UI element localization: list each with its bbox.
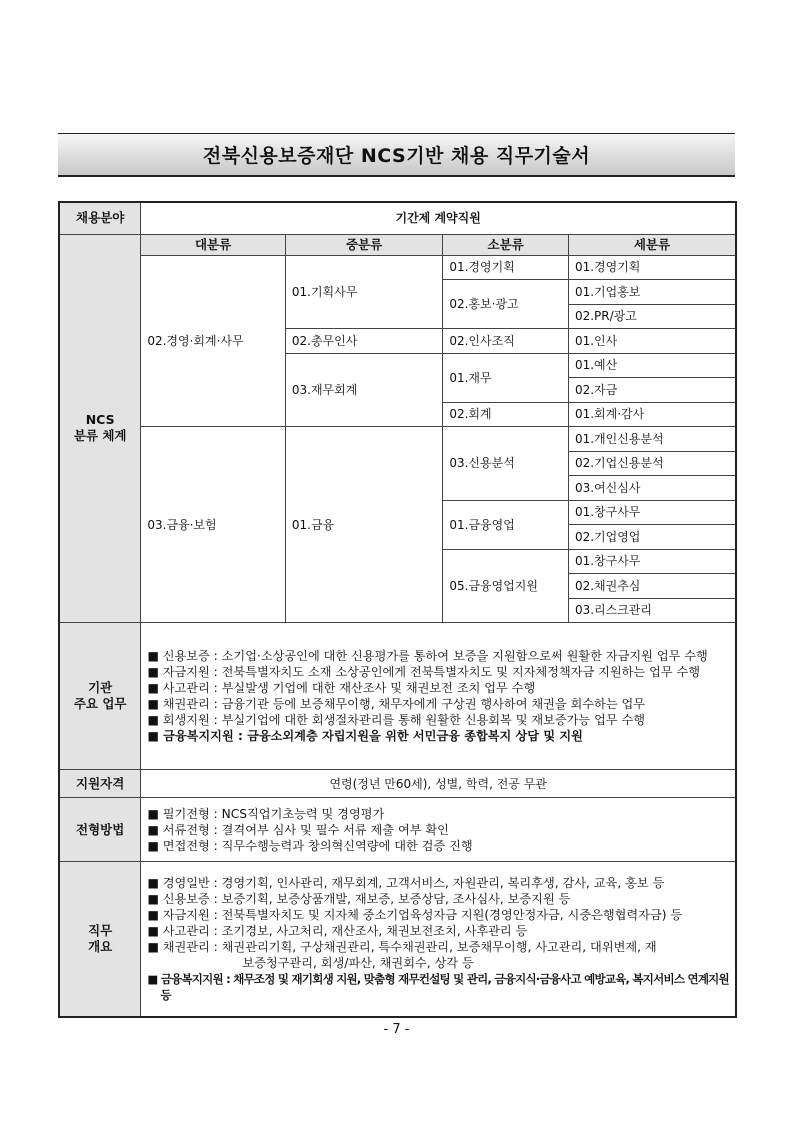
ncs-middle-cell: 01.기획사무 [285, 255, 442, 329]
duty-item: ■ 신용보증 : 소기업·소상공인에 대한 신용평가를 통하여 보증을 지원함으로써 원활한 자금지원 업무 수행 [147, 649, 708, 663]
ncs-minor-cell: 02.인사조직 [443, 329, 569, 354]
overview-label: 직무 개요 [59, 862, 141, 1017]
qualification-value: 연령(정년 만60세), 성별, 학력, 전공 무관 [141, 770, 736, 798]
ncs-detail-cell: 01.인사 [568, 329, 736, 354]
selection-item: ■ 면접전형 : 직무수행능력과 창의혁신역량에 대한 검증 진행 [147, 838, 473, 853]
ncs-minor-cell: 01.경영기획 [443, 255, 569, 280]
duty-item: ■ 자금지원 : 전북특별자치도 소재 소상공인에게 전북특별자치도 및 지자체정책자금 지원하는 업무 수행 [147, 665, 701, 679]
ncs-middle-cell: 01.금융 [285, 427, 442, 623]
ncs-detail-cell: 01.경영기획 [568, 255, 736, 280]
job-description-table [58, 201, 737, 1018]
ncs-minor-cell: 01.재무 [443, 353, 569, 402]
ncs-detail-cell: 01.창구사무 [568, 500, 736, 525]
duty-item: ■ 금융복지지원 : 금융소외계층 자립지원을 위한 서민금융 종합복지 상담 및 지원 [147, 729, 583, 743]
overview-item: ■ 채권관리 : 채권관리기획, 구상채권관리, 특수채권관리, 보증채무이행, 사고관리, 대위변제, 재 [147, 939, 657, 954]
ncs-minor-cell: 03.신용분석 [443, 427, 569, 501]
ncs-minor-cell: 02.회계 [443, 402, 569, 427]
ncs-detail-cell: 01.창구사무 [568, 549, 736, 574]
ncs-minor-cell: 02.홍보·광고 [443, 280, 569, 329]
overview-list [141, 862, 736, 1017]
ncs-header-minor: 소분류 [443, 234, 569, 255]
overview-item: ■ 신용보증 : 보증기획, 보증상품개발, 재보증, 보증상담, 조사심사, 보증지원 등 [147, 891, 571, 906]
overview-item: ■ 사고관리 : 조기경보, 사고처리, 재산조사, 채권보전조치, 사후관리 등 [147, 923, 528, 938]
ncs-major-cell: 03.금융·보험 [141, 427, 286, 623]
ncs-detail-cell: 02.기업신용분석 [568, 451, 736, 476]
qualification-label: 지원자격 [59, 770, 141, 798]
duty-item: ■ 회생지원 : 부실기업에 대한 회생절차관리를 통해 원활한 신용회복 및 재보증가능 업무 수행 [147, 713, 646, 727]
selection-list [141, 798, 736, 862]
ncs-detail-cell: 01.회계·감사 [568, 402, 736, 427]
selection-label: 전형방법 [59, 798, 141, 862]
ncs-header-middle: 중분류 [285, 234, 442, 255]
recruit-field-value: 기간제 계약직원 [141, 202, 736, 234]
ncs-detail-cell: 02.자금 [568, 378, 736, 403]
ncs-major-cell: 02.경영·회계·사무 [141, 255, 286, 427]
overview-item: ■ 자금지원 : 전북특별자치도 및 지자체 중소기업육성자금 지원(경영안정자금, 시중은행협력자금) 등 [147, 907, 683, 922]
ncs-detail-cell: 02.PR/광고 [568, 304, 736, 329]
ncs-detail-cell: 01.예산 [568, 353, 736, 378]
duty-item: ■ 채권관리 : 금융기관 등에 보증채무이행, 채무자에게 구상권 행사하여 채권을 회수하는 업무 [147, 697, 646, 711]
overview-item-continued: 보증청구관리, 회생/파산, 채권회수, 상각 등 [242, 955, 474, 970]
recruit-field-label: 채용분야 [59, 202, 141, 234]
ncs-detail-cell: 01.개인신용분석 [568, 427, 736, 452]
page-number: - 7 - [383, 1022, 410, 1037]
document-title: 전북신용보증재단 NCS기반 채용 직무기술서 [202, 145, 591, 167]
ncs-detail-cell: 02.기업영업 [568, 525, 736, 550]
duty-item: ■ 사고관리 : 부실발생 기업에 대한 재산조사 및 채권보전 조치 업무 수행 [147, 681, 536, 695]
ncs-detail-cell: 03.여신심사 [568, 476, 736, 501]
document-title-bar [58, 133, 735, 177]
ncs-header-major: 대분류 [141, 234, 286, 255]
duties-label: 기관 주요 업무 [59, 623, 141, 770]
ncs-detail-cell: 02.채권추심 [568, 574, 736, 599]
ncs-header-detail: 세분류 [568, 234, 736, 255]
selection-item: ■ 필기전형 : NCS직업기초능력 및 경영평가 [147, 806, 385, 821]
ncs-minor-cell: 01.금융영업 [443, 500, 569, 549]
ncs-label: NCS 분류 체계 [59, 234, 141, 623]
ncs-middle-cell: 02.총무인사 [285, 329, 442, 354]
ncs-minor-cell: 05.금융영업지원 [443, 549, 569, 623]
duties-list [141, 623, 736, 770]
selection-item: ■ 서류전형 : 결격여부 심사 및 필수 서류 제출 여부 확인 [147, 822, 449, 837]
ncs-detail-cell: 03.리스크관리 [568, 598, 736, 623]
ncs-detail-cell: 01.기업홍보 [568, 280, 736, 305]
overview-item: ■ 경영일반 : 경영기획, 인사관리, 재무회계, 고객서비스, 자원관리, 복리후생, 감사, 교육, 홍보 등 [147, 875, 665, 890]
ncs-middle-cell: 03.재무회계 [285, 353, 442, 427]
overview-item: ■ 금융복지지원 : 채무조정 및 재기회생 지원, 맞춤형 재무컨설팅 및 관리, 금융지식·금융사고 예방교육, 복지서비스 연계지원 등 [147, 971, 729, 1002]
